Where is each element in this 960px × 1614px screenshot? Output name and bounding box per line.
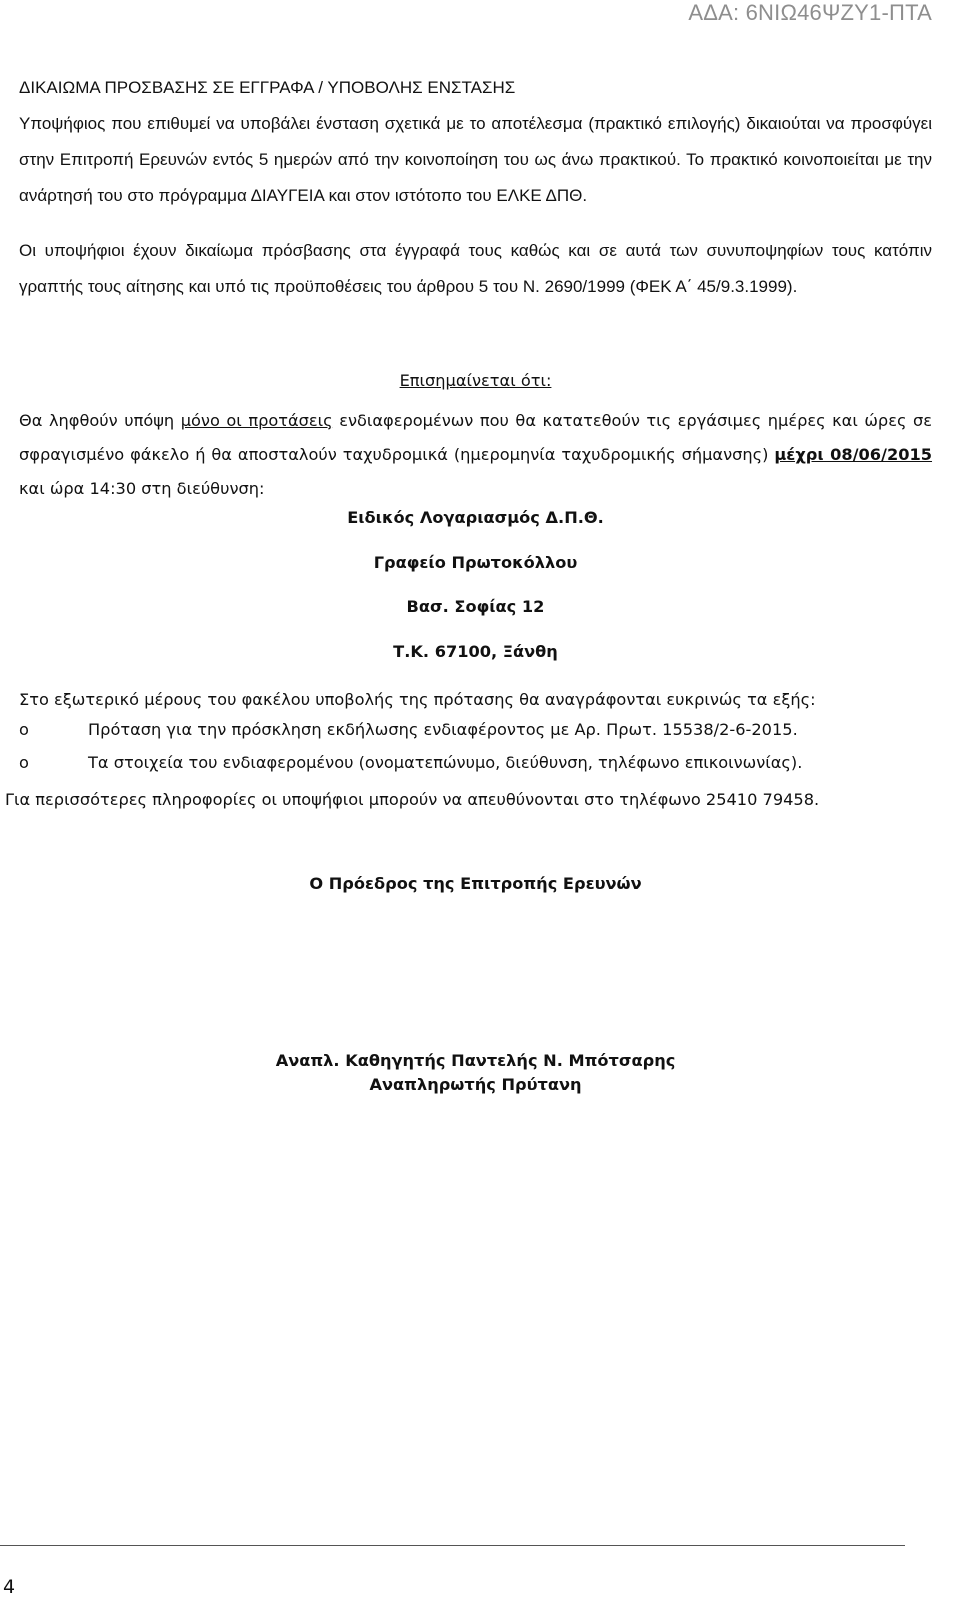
notice-deadline: μέχρι 08/06/2015 — [774, 445, 933, 464]
notice-text-after: ενδιαφερομένων που θα κατατεθούν τις εργάσιμες ημέρες και ώρες σε σφραγισμένο φάκελο ή θα αποσταλούν ταχυδρομικά (ημερομηνία ταχυδρομικής σήμανσης) — [19, 411, 932, 464]
bullet-marker: o — [19, 720, 29, 739]
list-item-text: Τα στοιχεία του ενδιαφερομένου (ονοματεπώνυμο, διεύθυνση, τηλέφωνο επικοινωνίας). — [88, 753, 803, 772]
footer-divider — [0, 1545, 905, 1546]
contact-info: Για περισσότερες πληροφορίες οι υποψήφιοι μπορούν να απευθύνονται στο τηλέφωνο 25410 79458. — [5, 790, 820, 809]
signature-title: Ο Πρόεδρος της Επιτροπής Ερευνών — [309, 874, 642, 893]
notice-emphasis: μόνο οι προτάσεις — [180, 411, 333, 430]
signatory-role: Αναπληρωτής Πρύτανη — [369, 1075, 582, 1094]
bullet-marker: o — [19, 753, 29, 772]
signatory-name: Αναπλ. Καθηγητής Παντελής Ν. Μπότσαρης — [275, 1051, 676, 1070]
address-line-3: Βασ. Σοφίας 12 — [406, 597, 545, 616]
notice-heading: Επισημαίνεται ότι: — [399, 371, 552, 390]
notice-text-end: και ώρα 14:30 στη διεύθυνση: — [19, 479, 265, 498]
notice-paragraph — [19, 404, 932, 506]
objection-heading: ΔΙΚΑΙΩΜΑ ΠΡΟΣΒΑΣΗΣ ΣΕ ΕΓΓΡΑΦΑ / ΥΠΟΒΟΛΗΣ ΕΝΣΤΑΣΗΣ — [19, 78, 516, 97]
list-item-text: Πρόταση για την πρόσκληση εκδήλωσης ενδιαφέροντος με Αρ. Πρωτ. 15538/2-6-2015. — [88, 720, 798, 739]
address-line-1: Ειδικός Λογαριασμός Δ.Π.Θ. — [347, 508, 604, 527]
address-line-4: Τ.Κ. 67100, Ξάνθη — [393, 642, 558, 661]
page-number: 4 — [3, 1576, 16, 1598]
address-line-2: Γραφείο Πρωτοκόλλου — [373, 553, 578, 572]
access-paragraph: Οι υποψήφιοι έχουν δικαίωμα πρόσβασης στα έγγραφά τους καθώς και σε αυτά των συνυποψηφίων τους κατόπιν γραπτής τους αίτησης και υπό τις προϋποθέσεις του άρθρου 5 του Ν. 2690/1999 (ΦΕΚ Α΄ 45/9.3.1999). — [19, 241, 932, 296]
envelope-intro: Στο εξωτερικό μέρους του φακέλου υποβολής της πρότασης θα αναγράφονται ευκρινώς τα εξής: — [19, 690, 816, 709]
ada-code: ΑΔΑ: 6ΝΙΩ46ΨΖΥ1-ΠΤΑ — [688, 0, 932, 25]
objection-paragraph: Υποψήφιος που επιθυμεί να υποβάλει ένσταση σχετικά με το αποτέλεσμα (πρακτικό επιλογής) δικαιούται να προσφύγει στην Επιτροπή Ερευνών εντός 5 ημερών από την κοινοποίηση του ως άνω πρακτικού. Το πρακτικό κοινοποιείται με την ανάρτησή του στο πρόγραμμα ΔΙΑΥΓΕΙΑ και στον ιστότοπο του ΕΛΚΕ ΔΠΘ. — [19, 114, 932, 205]
notice-text-before: Θα ληφθούν υπόψη — [19, 411, 181, 430]
